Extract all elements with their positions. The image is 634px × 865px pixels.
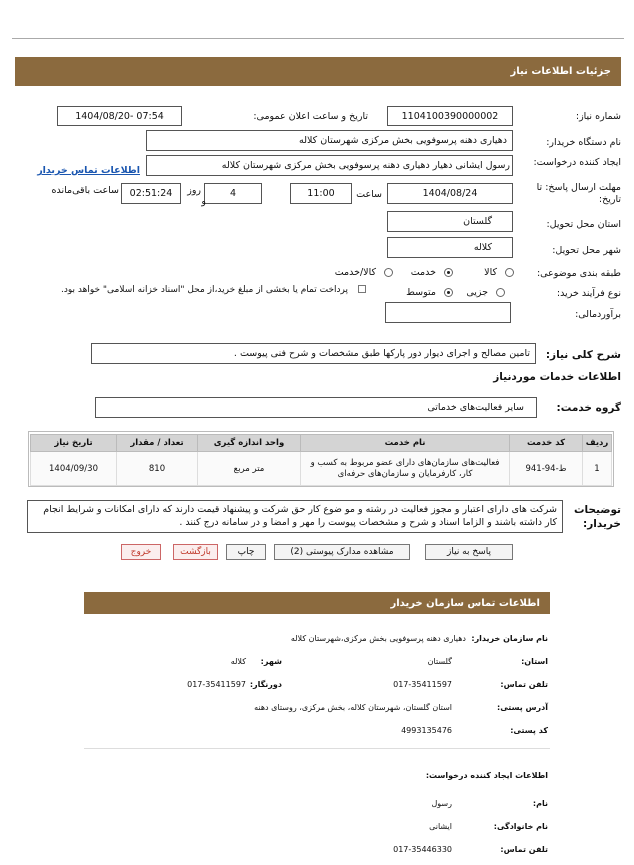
- buyer-org-label: نام دستگاه خریدار:: [546, 137, 621, 148]
- cell-service-code: ط-94-941: [510, 452, 583, 486]
- need-number-label: شماره نیاز:: [575, 111, 621, 122]
- process-minor-radio[interactable]: [496, 288, 505, 297]
- col-service-name: نام خدمت: [301, 435, 510, 452]
- remaining-time-field: 02:51:24: [121, 183, 181, 204]
- buyer-notes-label: توضیحات خریدار:: [573, 504, 621, 530]
- estimate-field: [385, 302, 511, 323]
- creator-name-label: نام:: [532, 799, 548, 808]
- contact-title: اطلاعات تماس سازمان خریدار: [390, 597, 540, 609]
- creator-name-value: رسول: [431, 799, 452, 808]
- province-label: استان محل تحویل:: [546, 219, 621, 230]
- table-header-row: [31, 435, 612, 452]
- creator-phone-label: تلفن تماس:: [500, 845, 548, 854]
- contact-address-value: استان گلستان، شهرستان کلاله، بخش مرکزی، روستای دهنه: [254, 703, 452, 712]
- contact-city-value: کلاله: [230, 657, 246, 666]
- category-service-text: خدمت: [410, 267, 436, 278]
- contact-province-value: گلستان: [427, 657, 452, 666]
- category-label: طبقه بندی موضوعی:: [536, 268, 621, 279]
- creator-field: رسول ایشانی دهیار دهیاری دهنه پرسوفویی بخش مرکزی شهرستان کلاله: [146, 155, 513, 176]
- table-row: [31, 452, 612, 486]
- contact-org-value: دهیاری دهنه پرسوفویی بخش مرکزی،شهرستان کلاله: [290, 634, 466, 643]
- creator-family-value: ایشانی: [429, 822, 452, 831]
- contact-phone-label: تلفن تماس:: [500, 680, 548, 689]
- remaining-time-label: ساعت باقی‌مانده: [51, 185, 119, 196]
- contact-postal-value: 4993135476: [401, 726, 452, 735]
- process-minor-text: جزیی: [466, 287, 488, 298]
- announce-label: تاریخ و ساعت اعلان عمومی:: [253, 111, 368, 122]
- service-group-field: سایر فعالیت‌های خدماتی: [95, 397, 537, 418]
- need-number-field: 1104100390000002: [387, 106, 513, 126]
- cell-need-date: 1404/09/30: [31, 452, 117, 486]
- contact-header: [84, 592, 550, 614]
- category-both-radio[interactable]: [384, 268, 393, 277]
- col-row: ردیف: [583, 435, 612, 452]
- cell-row: 1: [583, 452, 612, 486]
- province-field: گلستان: [387, 211, 513, 232]
- contact-province-label: استان:: [521, 657, 548, 666]
- summary-field: تامین مصالح و اجرای دیوار دور پارکها طبق مشخصات و شرح فنی پیوست .: [91, 343, 536, 364]
- days-field: 4: [204, 183, 262, 204]
- summary-label: شرح کلی نیاز:: [545, 349, 621, 361]
- cell-quantity: 810: [117, 452, 198, 486]
- creator-label: ایجاد کننده درخواست:: [533, 157, 621, 168]
- contact-fax-value: 017-35411597: [187, 680, 246, 689]
- city-label: شهر محل تحویل:: [552, 245, 621, 256]
- col-quantity: تعداد / مقدار: [117, 435, 198, 452]
- contact-postal-label: کد پستی:: [510, 726, 548, 735]
- back-button[interactable]: بازگشت: [173, 544, 218, 560]
- process-medium-radio[interactable]: [444, 288, 453, 297]
- col-service-code: کد خدمت: [510, 435, 583, 452]
- creator-family-label: نام خانوادگی:: [493, 822, 548, 831]
- contact-phone-value: 017-35411597: [393, 680, 452, 689]
- city-field: کلاله: [387, 237, 513, 258]
- exit-button[interactable]: خروج: [121, 544, 161, 560]
- deadline-label: مهلت ارسال پاسخ: تا تاریخ:: [536, 182, 621, 205]
- col-need-date: تاریخ نیاز: [31, 435, 117, 452]
- creator-phone-value: 017-35446330: [393, 845, 452, 854]
- process-label: نوع فرآیند خرید:: [556, 288, 621, 299]
- deadline-time-label: ساعت: [356, 189, 382, 200]
- category-service-radio[interactable]: [444, 268, 453, 277]
- buyer-contact-link[interactable]: اطلاعات تماس خریدار: [37, 165, 140, 176]
- service-group-label: گروه خدمت:: [556, 402, 621, 414]
- contact-address-label: آدرس پستی:: [497, 703, 548, 712]
- estimate-label: برآوردمالی:: [575, 309, 621, 320]
- col-unit: واحد اندازه گیری: [198, 435, 301, 452]
- category-goods-radio[interactable]: [505, 268, 514, 277]
- print-button[interactable]: چاپ: [226, 544, 266, 560]
- contact-fax-label: دورنگار:: [249, 680, 282, 689]
- creator-info-title: اطلاعات ایجاد کننده درخواست:: [425, 771, 548, 780]
- days-label: روز: [187, 185, 201, 196]
- category-goods-text: کالا: [484, 267, 497, 278]
- contact-city-label: شهر:: [260, 657, 282, 666]
- process-medium-text: متوسط: [406, 287, 436, 298]
- buyer-notes-field: شرکت های دارای اعتبار و مجوز فعالیت در رشته و مو ضوع کار حق شرکت و پیشنهاد قیمت دارند که دارای امکانات و شرایط انجام کار داشته باشند و الزاما اسناد و شرح و مشخصات پیوست را مهر و امضا و در سامانه درج کنند .: [27, 500, 563, 533]
- category-both-text: کالا/خدمت: [334, 267, 376, 278]
- page-header: [15, 57, 621, 86]
- reply-button[interactable]: پاسخ به نیاز: [425, 544, 513, 560]
- items-table: [30, 434, 612, 486]
- page-title: جزئیات اطلاعات نیاز: [510, 66, 611, 77]
- deadline-time-field: 11:00: [290, 183, 352, 204]
- top-divider: [12, 38, 624, 39]
- buyer-org-field: دهیاری دهنه پرسوفویی بخش مرکزی شهرستان کلاله: [146, 130, 513, 151]
- cell-unit: متر مربع: [198, 452, 301, 486]
- days-sub-label: و: [201, 196, 206, 207]
- services-title: اطلاعات خدمات موردنیاز: [493, 371, 621, 383]
- treasury-note: پرداخت تمام یا بخشی از مبلغ خرید،از محل "اسناد خزانه اسلامی" خواهد بود.: [60, 285, 348, 295]
- cell-service-name: فعالیت‌های سازمان‌های دارای عضو مربوط به کسب و کار، کارفرمایان و سازمان‌های حرفه‌ای: [301, 452, 510, 486]
- announce-field: 1404/08/20- 07:54: [57, 106, 182, 126]
- contact-org-label: نام سازمان خریدار:: [471, 634, 548, 643]
- deadline-date-field: 1404/08/24: [387, 183, 513, 204]
- contact-divider: [84, 748, 550, 749]
- attachments-button[interactable]: مشاهده مدارک پیوستی (2): [274, 544, 410, 560]
- treasury-checkbox[interactable]: [358, 285, 366, 293]
